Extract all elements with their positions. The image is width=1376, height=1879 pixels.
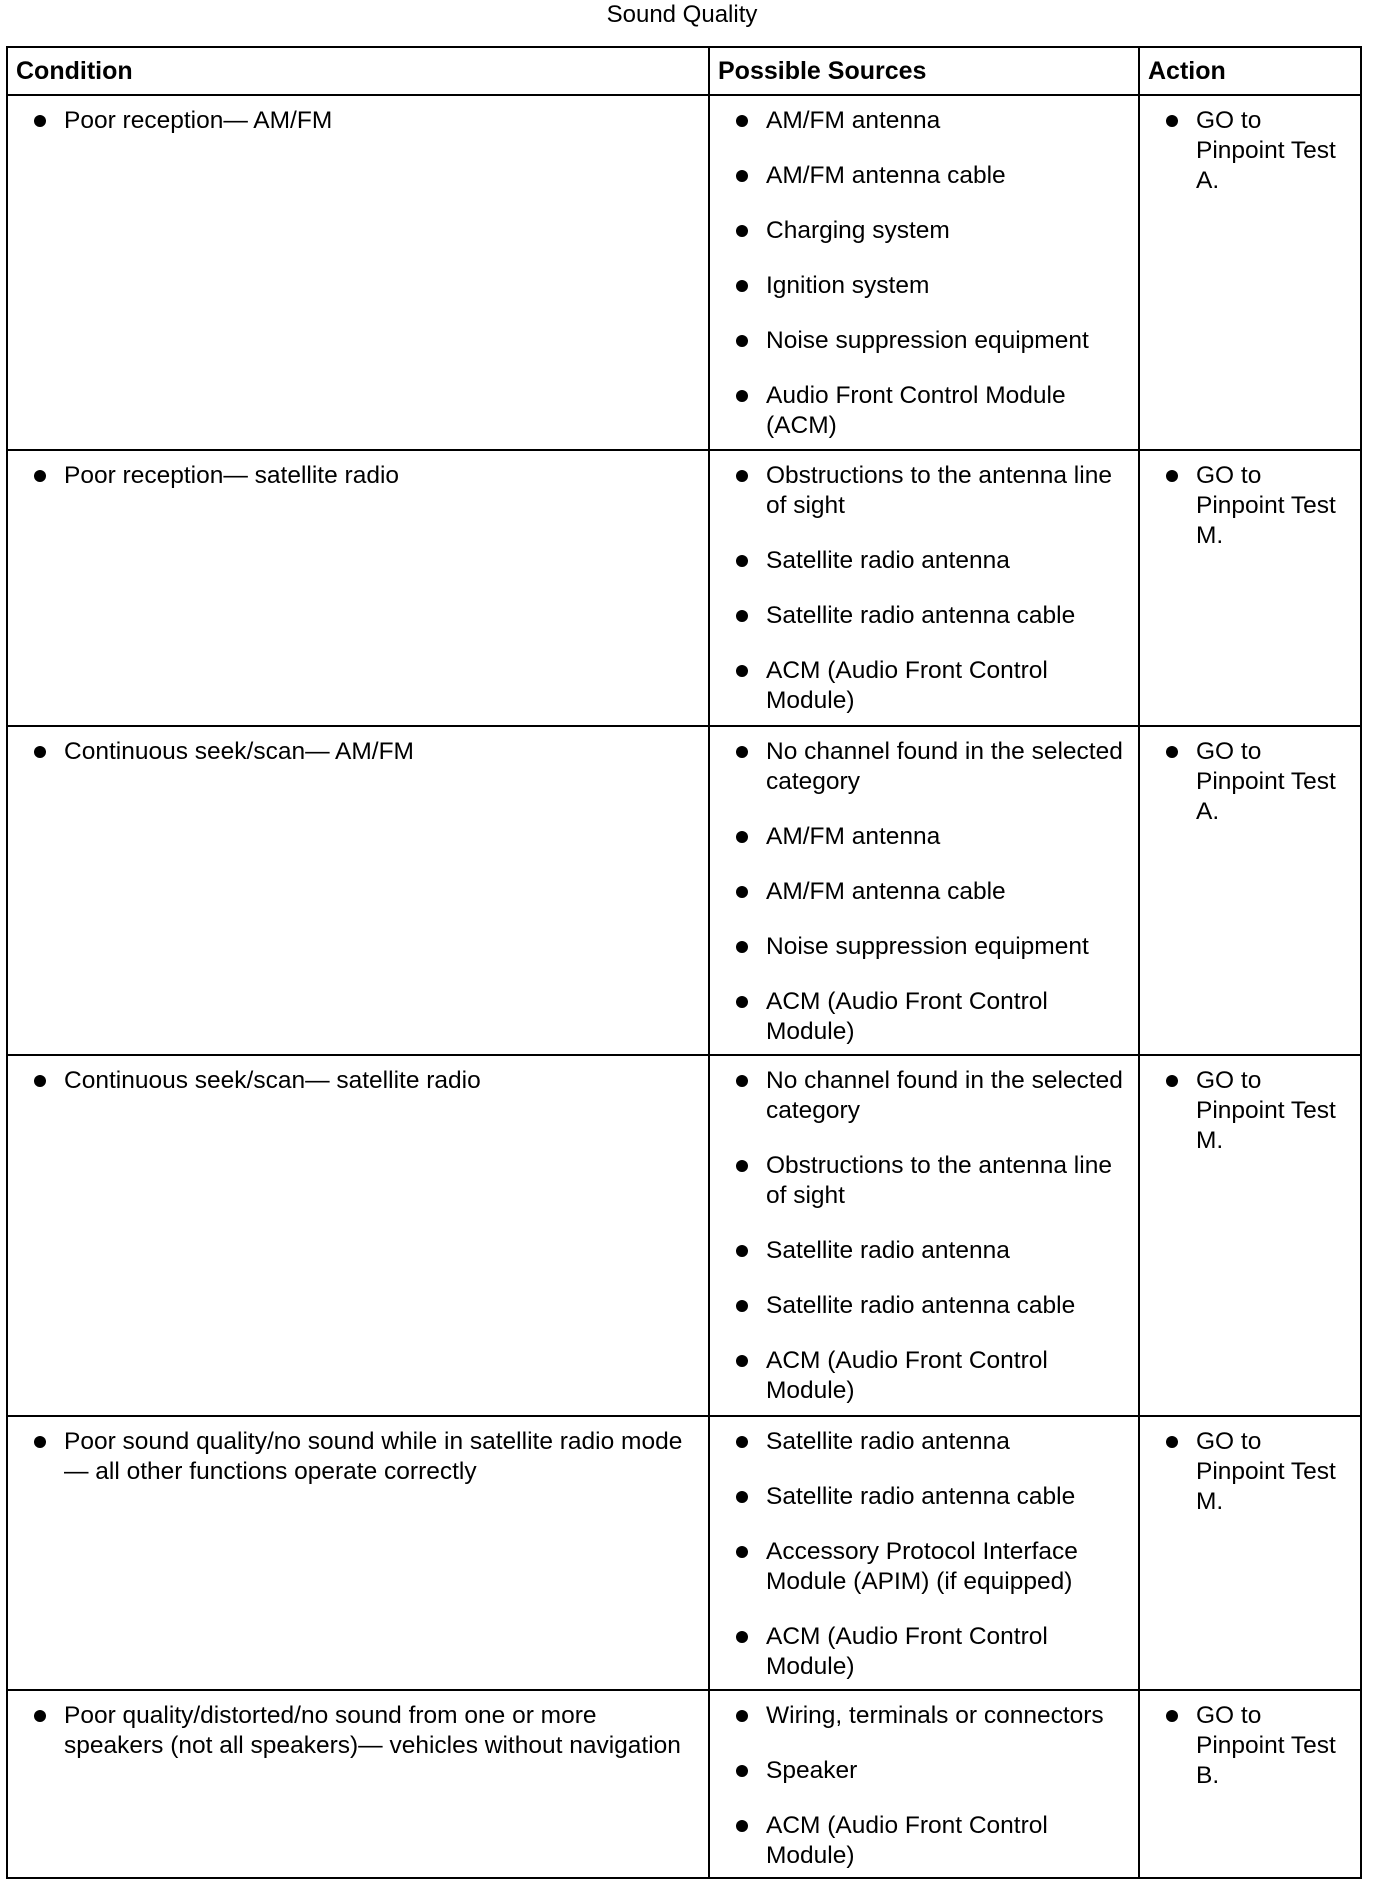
bullet-icon — [34, 746, 46, 758]
action-item-text: GO to Pinpoint Test B. — [1196, 1702, 1336, 1789]
condition-item-text: Poor reception— AM/FM — [64, 107, 333, 134]
bullet-icon — [736, 886, 748, 898]
source-item — [710, 1701, 1138, 1731]
bullet-icon — [736, 390, 748, 402]
bullet-icon — [736, 1765, 748, 1777]
condition-item — [8, 461, 708, 491]
source-item — [710, 271, 1138, 301]
source-item-text: ACM (Audio Front Control Module) — [766, 1623, 1048, 1680]
action-cell — [1139, 450, 1361, 726]
condition-cell — [7, 450, 709, 726]
bullet-icon — [736, 170, 748, 182]
source-item — [710, 216, 1138, 246]
table-row — [7, 450, 1361, 726]
source-item-text: Satellite radio antenna cable — [766, 1292, 1076, 1319]
action-cell — [1139, 1416, 1361, 1690]
bullet-icon — [736, 335, 748, 347]
bullet-icon — [736, 941, 748, 953]
bullet-icon — [736, 1710, 748, 1722]
source-item — [710, 1291, 1138, 1321]
header-possible-sources: Possible Sources — [709, 47, 1139, 95]
action-item — [1140, 1701, 1360, 1791]
source-item — [710, 1537, 1138, 1597]
action-cell — [1139, 95, 1361, 450]
condition-item — [8, 106, 708, 136]
bullet-icon — [736, 831, 748, 843]
source-item-text: ACM (Audio Front Control Module) — [766, 657, 1048, 714]
source-item-text: AM/FM antenna — [766, 823, 941, 850]
header-row — [7, 47, 1361, 95]
source-item — [710, 932, 1138, 962]
possible-sources-cell — [709, 450, 1139, 726]
condition-cell — [7, 726, 709, 1055]
bullet-icon — [736, 996, 748, 1008]
source-item-text: Noise suppression equipment — [766, 327, 1089, 354]
bullet-icon — [1166, 115, 1178, 127]
bullet-icon — [736, 1820, 748, 1832]
action-item — [1140, 737, 1360, 827]
bullet-icon — [1166, 746, 1178, 758]
source-item-text: Satellite radio antenna cable — [766, 1483, 1076, 1510]
source-item-text: No channel found in the selected category — [766, 1067, 1123, 1124]
table-row — [7, 95, 1361, 450]
source-item-text: Satellite radio antenna — [766, 1428, 1010, 1455]
bullet-icon — [736, 225, 748, 237]
source-item — [710, 106, 1138, 136]
bullet-icon — [1166, 1075, 1178, 1087]
bullet-icon — [34, 1436, 46, 1448]
condition-cell — [7, 1416, 709, 1690]
table-row — [7, 726, 1361, 1055]
action-item-text: GO to Pinpoint Test M. — [1196, 462, 1336, 549]
condition-cell — [7, 1690, 709, 1878]
table-row — [7, 1690, 1361, 1878]
source-item — [710, 1427, 1138, 1457]
source-item — [710, 461, 1138, 521]
action-item — [1140, 1066, 1360, 1156]
action-item — [1140, 1427, 1360, 1517]
source-item — [710, 877, 1138, 907]
sound-quality-table — [6, 46, 1362, 1879]
action-item — [1140, 106, 1360, 196]
source-item — [710, 1756, 1138, 1786]
source-item-text: Audio Front Control Module (ACM) — [766, 382, 1066, 439]
source-item — [710, 381, 1138, 441]
source-item-text: Obstructions to the antenna line of sight — [766, 1152, 1112, 1209]
bullet-icon — [736, 280, 748, 292]
source-item — [710, 1236, 1138, 1266]
condition-item-text: Poor reception— satellite radio — [64, 462, 400, 489]
source-item — [710, 987, 1138, 1047]
bullet-icon — [736, 1075, 748, 1087]
source-item-text: Wiring, terminals or connectors — [766, 1702, 1104, 1729]
table-row — [7, 1416, 1361, 1690]
action-item-text: GO to Pinpoint Test M. — [1196, 1067, 1336, 1154]
source-item-text: Accessory Protocol Interface Module (APIM) (if equipped) — [766, 1538, 1078, 1595]
possible-sources-cell — [709, 95, 1139, 450]
source-item-text: No channel found in the selected category — [766, 738, 1123, 795]
bullet-icon — [736, 1160, 748, 1172]
bullet-icon — [736, 1546, 748, 1558]
header-action: Action — [1139, 47, 1361, 95]
bullet-icon — [34, 470, 46, 482]
bullet-icon — [1166, 1710, 1178, 1722]
condition-item-text: Poor sound quality/no sound while in satellite radio mode— all other functions operate correctly — [64, 1428, 683, 1485]
bullet-icon — [736, 665, 748, 677]
condition-item-text: Continuous seek/scan— AM/FM — [64, 738, 414, 765]
source-item — [710, 1811, 1138, 1871]
source-item-text: AM/FM antenna cable — [766, 162, 1006, 189]
condition-item-text: Poor quality/distorted/no sound from one or more speakers (not all speakers)— vehicles without navigation — [64, 1702, 681, 1759]
source-item-text: Noise suppression equipment — [766, 933, 1089, 960]
source-item-text: Obstructions to the antenna line of sight — [766, 462, 1112, 519]
source-item — [710, 1482, 1138, 1512]
bullet-icon — [736, 746, 748, 758]
source-item — [710, 1346, 1138, 1406]
bullet-icon — [736, 115, 748, 127]
bullet-icon — [736, 1436, 748, 1448]
source-item — [710, 601, 1138, 631]
source-item — [710, 161, 1138, 191]
bullet-icon — [1166, 1436, 1178, 1448]
page-title: Sound Quality — [606, 1, 758, 28]
condition-item — [8, 1427, 708, 1487]
condition-item — [8, 737, 708, 767]
bullet-icon — [736, 1245, 748, 1257]
source-item — [710, 737, 1138, 797]
condition-item — [8, 1066, 708, 1096]
action-item-text: GO to Pinpoint Test A. — [1196, 738, 1336, 825]
source-item-text: ACM (Audio Front Control Module) — [766, 988, 1048, 1045]
bullet-icon — [34, 1075, 46, 1087]
action-item — [1140, 461, 1360, 551]
bullet-icon — [736, 1355, 748, 1367]
source-item — [710, 1151, 1138, 1211]
condition-cell — [7, 1055, 709, 1416]
bullet-icon — [34, 1710, 46, 1722]
source-item — [710, 822, 1138, 852]
source-item-text: ACM (Audio Front Control Module) — [766, 1812, 1048, 1869]
table-row — [7, 1055, 1361, 1416]
bullet-icon — [1166, 470, 1178, 482]
source-item-text: Satellite radio antenna — [766, 547, 1010, 574]
source-item — [710, 1622, 1138, 1682]
action-cell — [1139, 1055, 1361, 1416]
source-item-text: Satellite radio antenna cable — [766, 602, 1076, 629]
source-item-text: Satellite radio antenna — [766, 1237, 1010, 1264]
bullet-icon — [736, 1300, 748, 1312]
bullet-icon — [736, 1491, 748, 1503]
bullet-icon — [736, 1631, 748, 1643]
source-item — [710, 1066, 1138, 1126]
source-item — [710, 656, 1138, 716]
source-item-text: AM/FM antenna cable — [766, 878, 1006, 905]
possible-sources-cell — [709, 726, 1139, 1055]
condition-item — [8, 1701, 708, 1761]
possible-sources-cell — [709, 1690, 1139, 1878]
source-item-text: ACM (Audio Front Control Module) — [766, 1347, 1048, 1404]
header-condition: Condition — [7, 47, 709, 95]
source-item-text: Ignition system — [766, 272, 930, 299]
action-cell — [1139, 1690, 1361, 1878]
source-item-text: AM/FM antenna — [766, 107, 941, 134]
bullet-icon — [34, 115, 46, 127]
action-cell — [1139, 726, 1361, 1055]
possible-sources-cell — [709, 1055, 1139, 1416]
source-item — [710, 326, 1138, 356]
action-item-text: GO to Pinpoint Test A. — [1196, 107, 1336, 194]
action-item-text: GO to Pinpoint Test M. — [1196, 1428, 1336, 1515]
table-body — [7, 95, 1361, 1878]
bullet-icon — [736, 470, 748, 482]
source-item — [710, 546, 1138, 576]
bullet-icon — [736, 555, 748, 567]
condition-item-text: Continuous seek/scan— satellite radio — [64, 1067, 481, 1094]
source-item-text: Charging system — [766, 217, 950, 244]
possible-sources-cell — [709, 1416, 1139, 1690]
source-item-text: Speaker — [766, 1757, 858, 1784]
condition-cell — [7, 95, 709, 450]
bullet-icon — [736, 610, 748, 622]
